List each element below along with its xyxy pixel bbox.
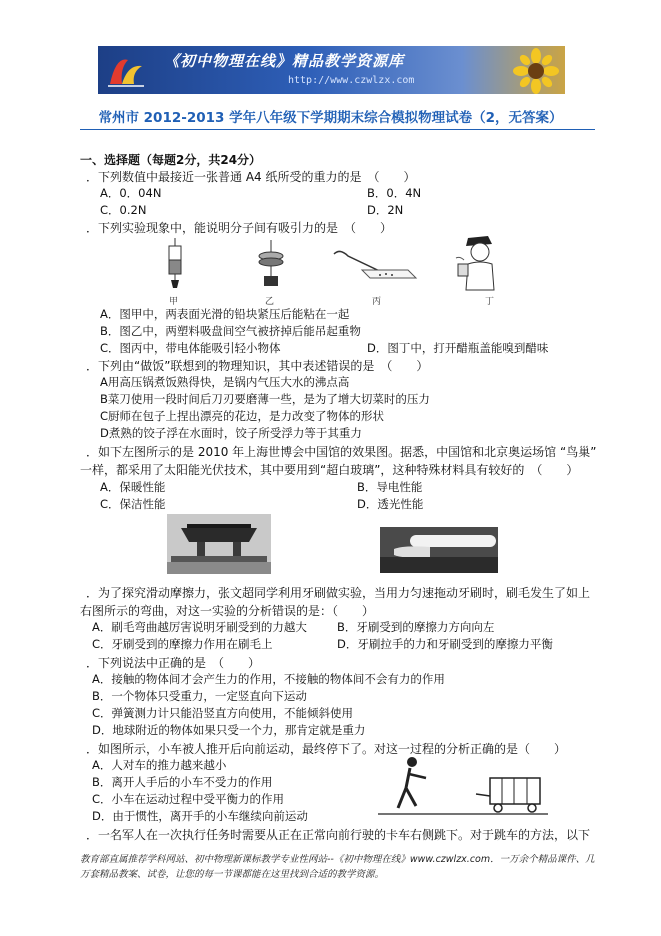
- banner-url[interactable]: http://www.czwlzx.com: [288, 75, 415, 86]
- q1-option-b: B．0．4N: [367, 186, 422, 200]
- q2-stem: ．下列实验现象中，能说明分子间有吸引力的是 （ ）: [86, 221, 393, 235]
- fig-label-yi: 乙: [265, 297, 275, 307]
- q2-option-a: A．图甲中，两表面光滑的铅块紧压后能粘在一起: [100, 307, 350, 321]
- q3-option-a: A用高压锅煮饭熟得快，是锅内气压大水的沸点高: [100, 375, 350, 389]
- q1-stem: ．下列数值中最接近一张普通 A4 纸所受的重力的是 （ ）: [86, 170, 416, 184]
- fig-person-pushing-cart: [378, 752, 548, 820]
- q2-option-d: D．图丁中，打开醋瓶盖能嗅到醋味: [367, 341, 549, 355]
- fig-boy-smelling: [448, 234, 508, 292]
- q3-option-c: C厨师在包子上捏出漂亮的花边，是力改变了物体的形状: [100, 409, 385, 423]
- document-title: 常州市 2012-2013 学年八年级下学期期末综合模拟物理试卷（2，无答案）: [98, 110, 563, 126]
- q7-option-b: B．离开人手后的小车不受力的作用: [92, 775, 273, 789]
- fig-label-jia: 甲: [169, 297, 179, 307]
- q4-option-c: C．保洁性能: [100, 497, 166, 511]
- q5-stem-line2: 右图所示的弯曲，对这一实验的分析错误的是：（ ）: [80, 604, 375, 618]
- q7-option-a: A．人对车的推力越来越小: [92, 758, 227, 772]
- q4-option-b: B．导电性能: [357, 480, 423, 494]
- q4-option-a: A．保暖性能: [100, 480, 166, 494]
- q5-option-b: B．牙刷受到的摩擦力方向向左: [337, 620, 495, 634]
- q1-option-c: C．0.2N: [100, 203, 147, 217]
- q5-option-c: C．牙刷受到的摩擦力作用在刷毛上: [92, 637, 273, 651]
- banner-title: 《初中物理在线》精品教学资源库: [164, 52, 405, 70]
- q7-option-c: C．小车在运动过程中受平衡力的作用: [92, 792, 285, 806]
- q6-option-a: A．接触的物体间才会产生力的作用，不接触的物体间不会有力的作用: [92, 672, 445, 686]
- section-heading: 一、选择题（每题2分，共24分）: [80, 153, 262, 167]
- fig-label-ding: 丁: [485, 297, 495, 307]
- wave-logo-icon: [106, 50, 146, 90]
- q8-stem: ．一名军人在一次执行任务时需要从正在正常向前行驶的卡车右侧跳下。对于跳车的方法，以下: [86, 828, 591, 842]
- q1-option-a: A．0．04N: [100, 186, 162, 200]
- q4-stem-line2: 一样，都采用了太阳能光伏技术，其中要用到“超白玻璃”，这种特殊材料具有较好的 （ ）: [80, 463, 579, 477]
- page-footer: 教育部直属推荐学科网站、初中物理新课标教学专业性网站--《初中物理在线》www.czwlzx.com．一万余个精品课件、几万套精品教案、试卷，让您的每一节课都能在这里找到合适的教学资源。: [80, 854, 595, 880]
- sunflower-icon: [513, 48, 559, 94]
- q4-option-d: D．透光性能: [357, 497, 424, 511]
- fig-toothbrush: [380, 527, 498, 573]
- q1-option-d: D．2N: [367, 203, 404, 217]
- q6-stem: ．下列说法中正确的是 （ ）: [86, 656, 261, 670]
- banner: [98, 46, 565, 94]
- fig-suction-cups: [253, 240, 289, 294]
- q5-option-d: D．牙刷拉手的力和牙刷受到的摩擦力平衡: [337, 637, 553, 651]
- q6-option-d: D．地球附近的物体如果只受一个力，那肯定就是重力: [92, 723, 366, 737]
- q7-stem: ．如图所示，小车被人推开后向前运动，最终停下了。对这一过程的分析正确的是（ ）: [86, 742, 567, 756]
- q2-option-b: B．图乙中，两塑料吸盘间空气被挤掉后能吊起重物: [100, 324, 361, 338]
- q6-option-b: B．一个物体只受重力，一定竖直向下运动: [92, 689, 307, 703]
- q2-option-c: C．图丙中，带电体能吸引轻小物体: [100, 341, 281, 355]
- fig-lead-blocks: [160, 238, 190, 294]
- fig-label-bing: 丙: [372, 297, 382, 307]
- q5-option-a: A．刷毛弯曲越厉害说明牙刷受到的力越大: [92, 620, 307, 634]
- fig-china-pavilion: [167, 514, 271, 574]
- q4-stem-line1: ．如下左图所示的是 2010 年上海世博会中国馆的效果图。据悉，中国馆和北京奥运场馆 “鸟巢”: [86, 445, 597, 459]
- q6-option-c: C．弹簧测力计只能沿竖直方向使用，不能倾斜使用: [92, 706, 354, 720]
- q3-stem: ．下列由“做饭”联想到的物理知识，其中表述错误的是 （ ）: [86, 359, 429, 373]
- title-divider: [80, 129, 595, 130]
- fig-charged-rod: [330, 246, 420, 286]
- q3-option-d: D煮熟的饺子浮在水面时，饺子所受浮力等于其重力: [100, 426, 362, 440]
- q3-option-b: B菜刀使用一段时间后刀刃要磨薄一些，是为了增大切菜时的压力: [100, 392, 430, 406]
- q5-stem-line1: ．为了探究滑动摩擦力，张文超同学利用牙刷做实验，当用力匀速拖动牙刷时，刷毛发生了如上: [86, 586, 591, 600]
- q7-option-d: D．由于惯性，离开手的小车继续向前运动: [92, 809, 308, 823]
